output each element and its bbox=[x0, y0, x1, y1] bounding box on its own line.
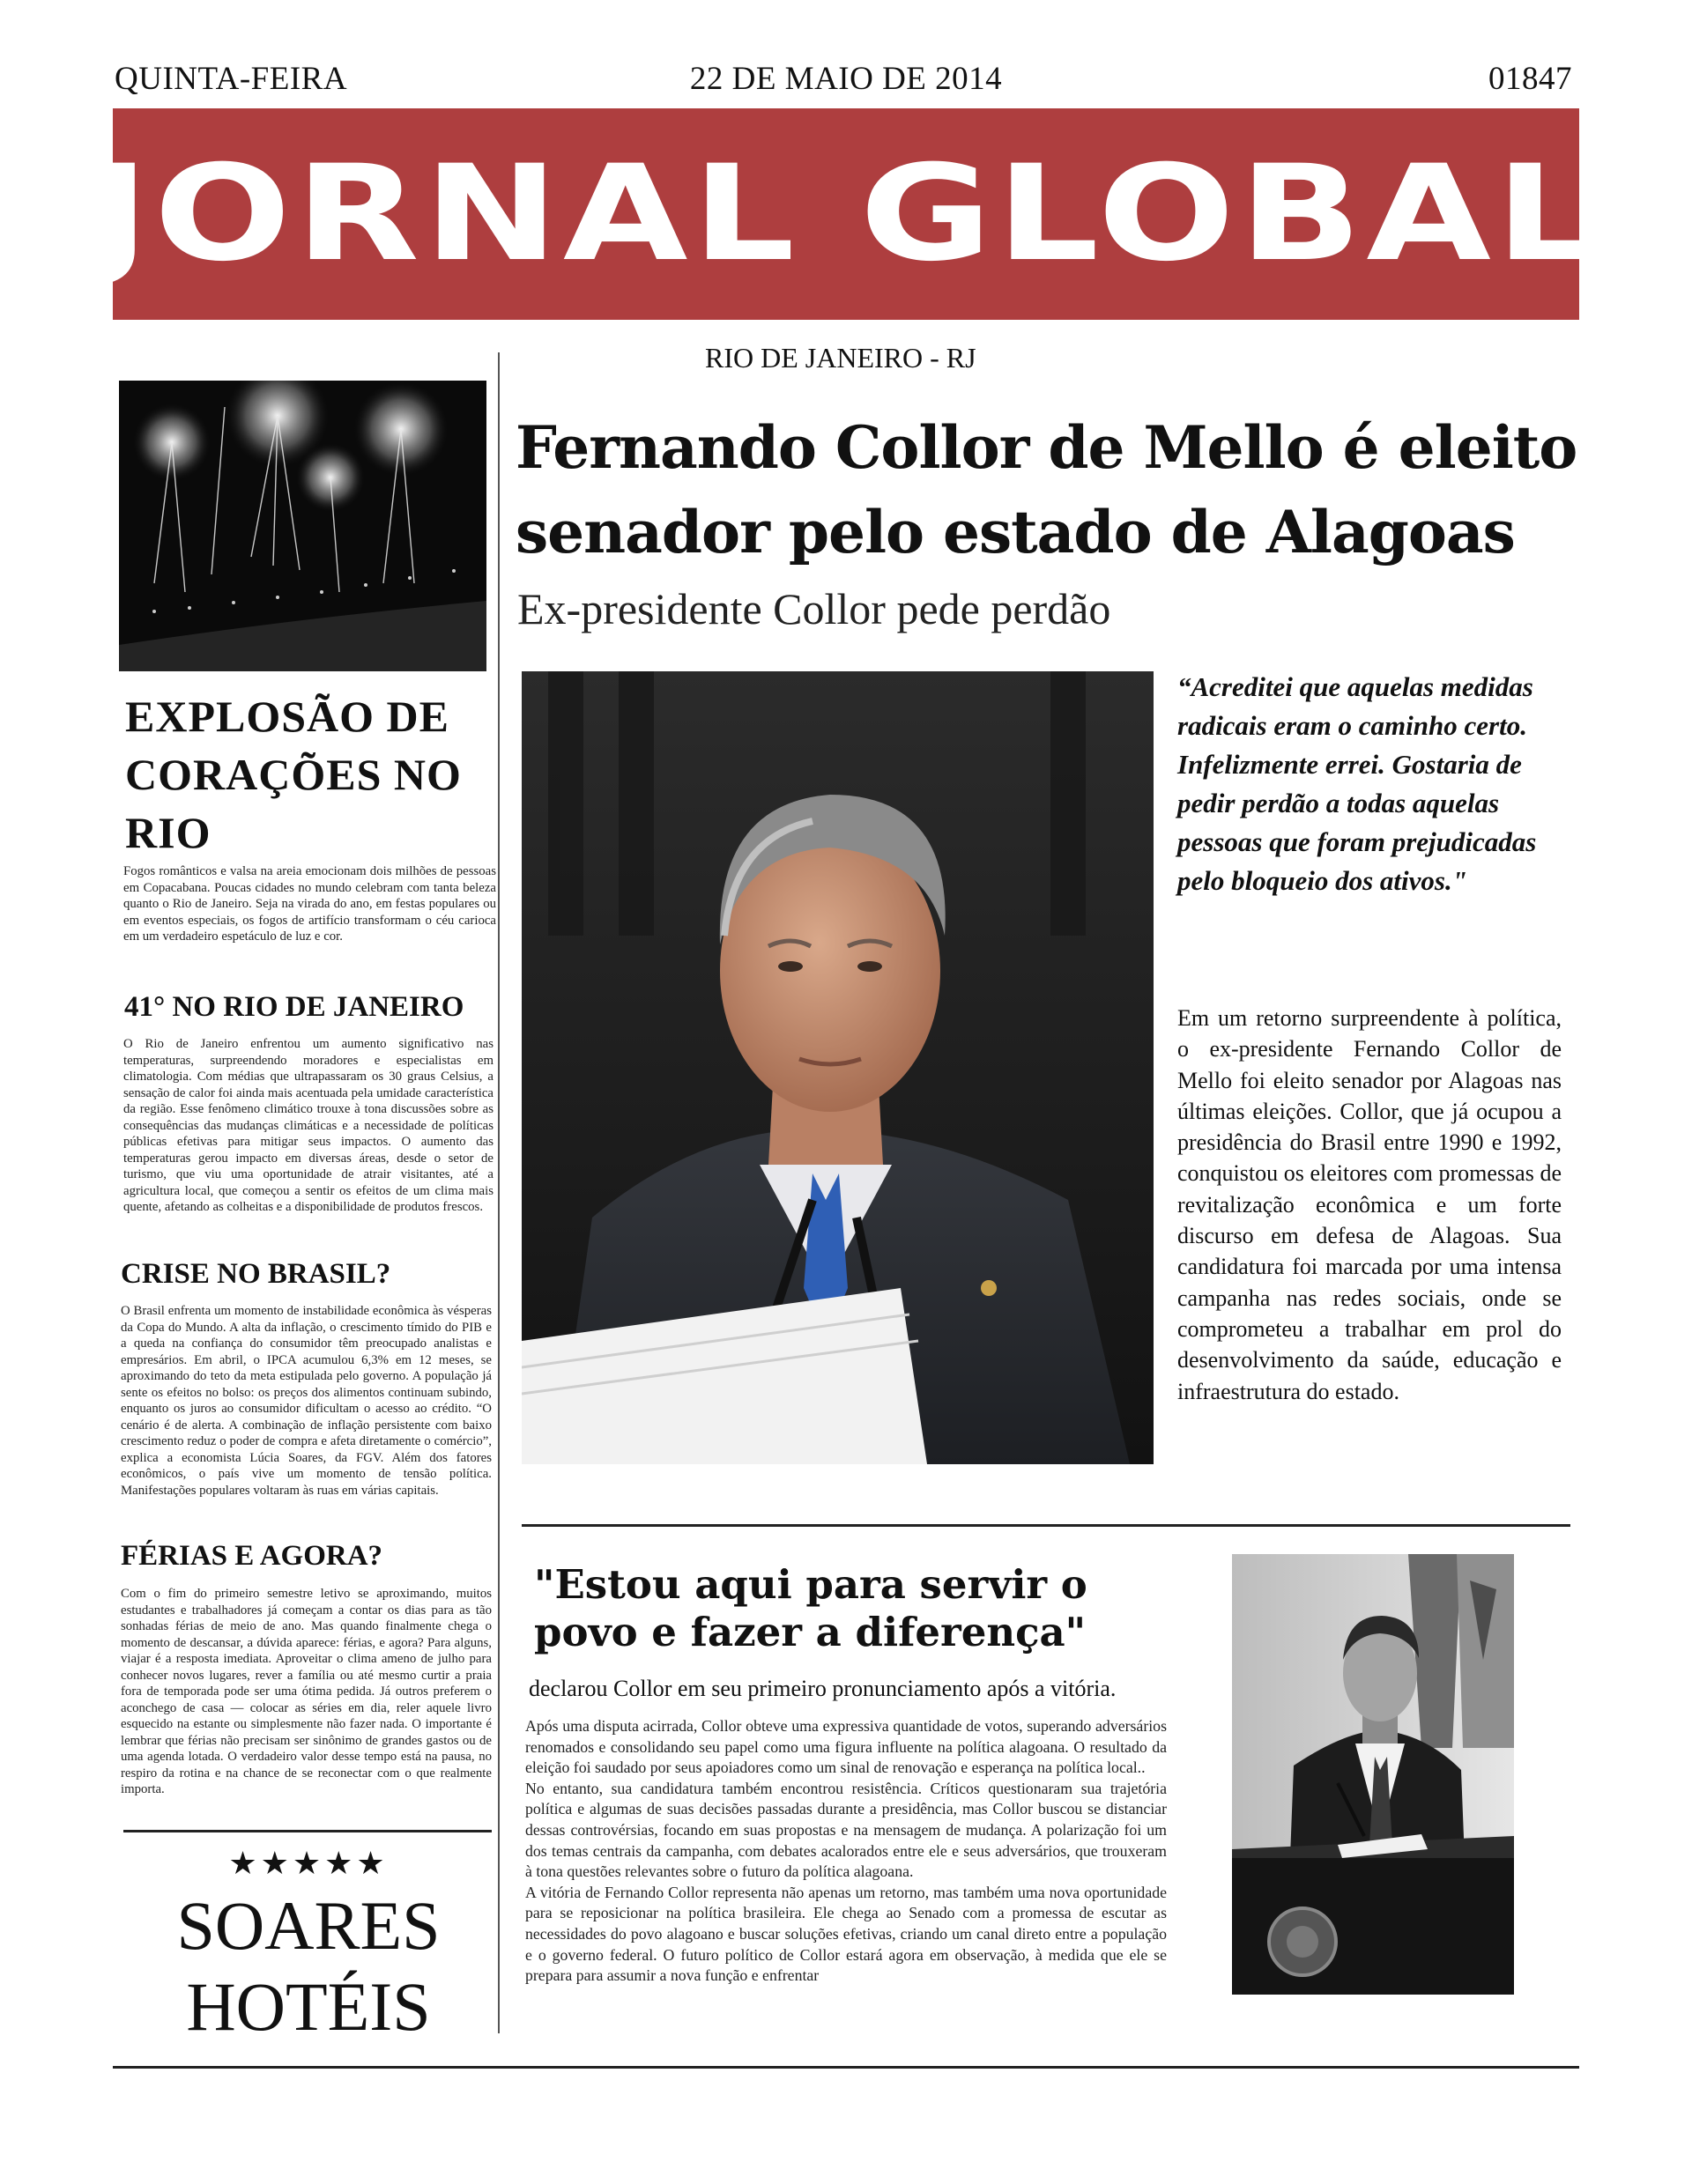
article-body-temperatura: O Rio de Janeiro enfrentou um aumento significativo nas temperaturas, surpreendendo moradores e especialistas em climatologia. Com médias que ultrapassaram os 30 graus Celsius, a sensação de calor foi ainda mais acentuada pela umidade característica da região. Esse fenômeno climático trouxe à tona discussões sobre as consequências das mudanças climáticas e a necessidade de políticas públicas efetivas para mitigar seus impactos. O aumento das temperaturas gerou impacto em diversas áreas, desde o setor de turismo, que viu uma oportunidade de atrair visitantes, até a agricultura local, que começou a sentir os efeitos de um clima mais quente, afetando as colheitas e a disponibilidade de produtos frescos. bbox=[123, 1037, 494, 1214]
hotel-ad-name: SOARES HOTÉIS bbox=[176, 1887, 441, 2045]
section-divider bbox=[522, 1524, 1570, 1527]
bottom-paragraph: Após uma disputa acirrada, Collor obteve uma expressiva quantidade de votos, superando adversários renomados e consolidando seu papel como uma figura influente na política alagoana. O resultado da eleição foi saudado por seus apoiadores como um sinal de renovação e esperança na política local.. bbox=[525, 1717, 1167, 1777]
column-divider bbox=[498, 352, 500, 2033]
main-pull-quote: “Acreditei que aquelas medidas radicais eram o caminho certo. Infelizmente errei. Gostaria de pedir perdão a todas aquelas pessoas que foram prejudicadas pelo bloqueio dos ativos." bbox=[1177, 671, 1537, 896]
page-bottom-rule bbox=[113, 2066, 1579, 2069]
fireworks-photo-icon bbox=[119, 381, 486, 671]
issue-date: 22 DE MAIO DE 2014 bbox=[689, 61, 1003, 97]
bottom-paragraph: No entanto, sua candidatura também encontrou resistência. Críticos questionaram sua trajetória política e algumas de suas decisões passadas durante a presidência, mas Collor buscou se distanciar dessas controvérsias, focando em suas propostas e na mensagem de mudança. A polarização foi um dos temas centrais da campanha, com debates acalorados entre ele e seus adversários, que trouxeram à tona questões relevantes sobre o futuro da política alagoana. bbox=[525, 1779, 1167, 1881]
article-body-ferias: Com o fim do primeiro semestre letivo se aproximando, muitos estudantes e trabalhadores já começam a contar os dias para as tão sonhadas férias de meio de ano. Mas quando finalmente chega o momento de descansar, a dúvida aparece: férias, e agora? Para alguns, viajar é a resposta imediata. Aproveitar o clima ameno de julho para conhecer novos lugares, rever a família ou até mesmo curtir a praia fora de temporada pode ser uma ótima pedida. Já outros preferem o aconchego de casa — colocar as séries em dia, reler aquele livro esquecido na estante ou simplesmente não fazer nada. O importante é lembrar que férias não precisam ser sinônimo de grandes gastos ou de uma agenda lotada. O verdadeiro valor desse tempo está na pausa, no respiro da rotina e na chance de se reconectar com o que realmente importa. bbox=[121, 1587, 492, 1796]
article-title-temperatura: 41° NO RIO DE JANEIRO bbox=[124, 991, 464, 1023]
issue-day: QUINTA-FEIRA bbox=[115, 61, 348, 97]
bottom-headline-quote: "Estou aqui para servir o povo e fazer a diferença" bbox=[534, 1561, 1087, 1655]
article-body-crise: O Brasil enfrenta um momento de instabilidade econômica às vésperas da Copa do Mundo. A alta da inflação, o crescimento tímido do PIB e a queda na confiança do consumidor têm preocupado analistas e empresários. Em abril, o IPCA acumulou 6,3% em 12 meses, se aproximando do teto da meta estipulada pelo governo. A população já sente os efeitos no bolso: os preços dos alimentos continuam subindo, enquanto os juros ao consumidor dificultam o acesso ao crédito. “O cenário é de alerta. A combinação de inflação persistente com baixo crescimento reduz o poder de compra e afeta diretamente o comércio”, explica a economista Lúcia Soares, da FGV. Além dos fatores econômicos, o país vive um momento de tensão política. Manifestações populares voltaram às ruas em várias capitais. bbox=[121, 1304, 492, 1498]
article-body-explosao: Fogos românticos e valsa na areia emocionam dois milhões de pessoas em Copacabana. Poucas cidades no mundo celebram com tanta beleza quanto o Rio de Janeiro. Seja na virada do ano, em festas populares ou em eventos especiais, os fogos de artifício transformam o céu carioca em um verdadeiro espetáculo de luz e cor. bbox=[123, 864, 496, 944]
bottom-lead-text: declarou Collor em seu primeiro pronunciamento após a vitória. bbox=[529, 1676, 1117, 1701]
main-subhead: Ex-presidente Collor pede perdão bbox=[517, 584, 1111, 633]
main-headline: Fernando Collor de Mello é eleito senador pelo estado de Alagoas bbox=[516, 413, 1577, 566]
bottom-article-body bbox=[525, 1716, 1167, 1987]
main-article-body: Em um retorno surpreendente à política, o ex-presidente Fernando Collor de Mello foi eleito senador por Alagoas nas últimas eleições. Collor, que já ocupou a presidência do Brasil entre 1990 e 1992, conquistou os eleitores com promessas de revitalização econômica e um forte discurso em defesa de Alagoas. Sua candidatura foi marcada por uma intensa campanha nas redes sociais, onde se comprometeu a trabalhar em prol do desenvolvimento da saúde, educação e infraestrutura do estado. bbox=[1177, 1005, 1562, 1404]
ad-divider bbox=[123, 1830, 492, 1832]
issue-number: 01847 bbox=[1488, 61, 1572, 97]
article-title-ferias: FÉRIAS E AGORA? bbox=[121, 1540, 383, 1572]
collor-speaking-photo-icon bbox=[522, 671, 1154, 1464]
article-title-crise: CRISE NO BRASIL? bbox=[121, 1258, 391, 1290]
masthead-title: JORNAL GLOBAL bbox=[89, 137, 1603, 291]
article-title-explosao: EXPLOSÃO DE CORAÇÕES NO RIO bbox=[125, 692, 462, 857]
rating-stars-icon: ★★★★★ bbox=[228, 1846, 389, 1881]
masthead bbox=[89, 108, 1603, 320]
collor-podium-photo-icon bbox=[1232, 1554, 1514, 1995]
bottom-paragraph: A vitória de Fernando Collor representa não apenas um retorno, mas também uma nova oportunidade para se reposicionar na política brasileira. Ele chega ao Senado com a promessa de escutar as necessidades do povo alagoano e buscar soluções efetivas, criando um canal direto entre a população e o governo federal. O futuro político de Collor estará agora em observação, à medida que ele se prepara para assumir a nova função e enfrentar bbox=[525, 1883, 1167, 1985]
dateline-city: RIO DE JANEIRO - RJ bbox=[705, 342, 976, 374]
